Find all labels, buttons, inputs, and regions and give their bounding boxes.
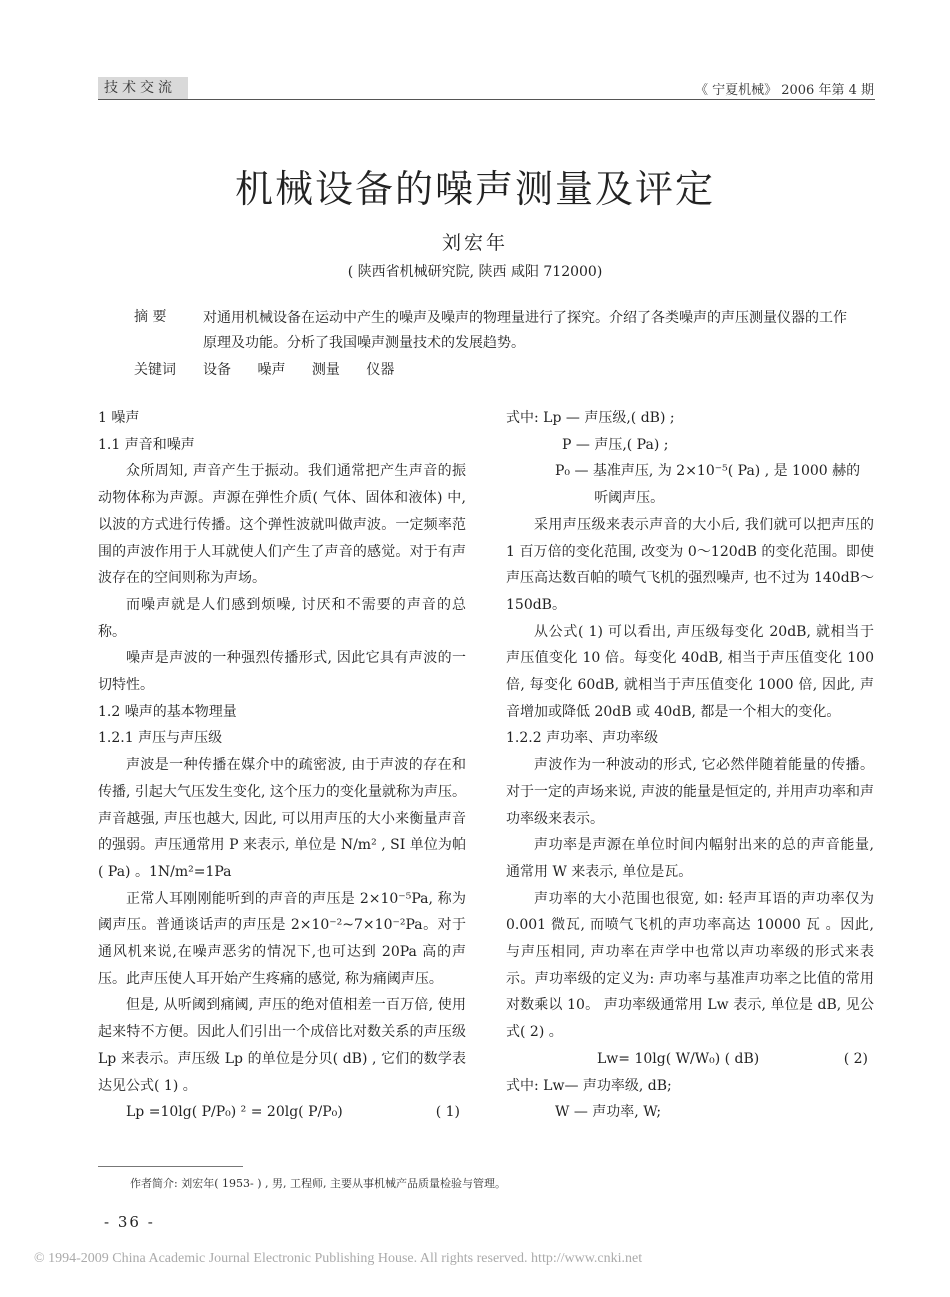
paragraph: 声功率的大小范围也很宽, 如: 轻声耳语的声功率仅为 0.001 微瓦, 而喷气飞机的声功率高达 10000 瓦 。因此, 与声压相同, 声功率在声学中也常以声功率级的形式来表示。声功率级的定义为: 声功率与基准声功率之比值的常用对数乘以 10。 声功率级通常用 Lw 表示, 单位是 dB, 见公式( 2) 。 bbox=[506, 890, 874, 1041]
left-column bbox=[98, 405, 466, 1126]
section-tag: 技术交流 bbox=[98, 77, 188, 99]
subsection-heading: 1.2 噪声的基本物理量 bbox=[98, 703, 237, 720]
keyword: 设备 bbox=[203, 362, 231, 378]
paragraph: 声功率是声源在单位时间内幅射出来的总的声音能量, 通常用 W 来表示, 单位是瓦。 bbox=[506, 837, 874, 880]
equation-2-number: ( 2) bbox=[843, 1050, 868, 1067]
affiliation: ( 陕西省机械研究院, 陕西 咸阳 712000) bbox=[347, 264, 603, 280]
journal-issue: 《 宁夏机械》 2006 年第 4 期 bbox=[694, 83, 874, 98]
where-line: 式中: Lp — 声压级,( dB) ; bbox=[506, 410, 675, 426]
where-line: P — 声压,( Pa) ; bbox=[562, 436, 669, 453]
author: 刘宏年 bbox=[441, 232, 508, 254]
where-line: P₀ — 基准声压, 为 2×10⁻⁵( Pa) , 是 1000 赫的 bbox=[555, 463, 861, 480]
where-line: 听阈声压。 bbox=[594, 490, 665, 507]
where-line: W — 声功率, W; bbox=[555, 1104, 662, 1121]
subsubsection-heading: 1.2.1 声压与声压级 bbox=[98, 730, 223, 747]
footnote-divider bbox=[98, 1166, 243, 1167]
where-line: 式中: Lw— 声功率级, dB; bbox=[506, 1077, 672, 1094]
section-heading: 1 噪声 bbox=[98, 410, 140, 426]
subsubsection-heading: 1.2.2 声功率、声功率级 bbox=[506, 730, 659, 747]
paper-title: 机械设备的噪声测量及评定 bbox=[234, 167, 715, 211]
paragraph: 但是, 从听阈到痛阈, 声压的绝对值相差一百万倍, 使用起来特不方便。因此人们引出一个成倍比对数关系的声压级 Lp 来表示。声压级 Lp 的单位是分贝( dB) , 它们的数学表达见公式( 1) 。 bbox=[98, 997, 466, 1094]
paragraph: 而噪声就是人们感到烦噪, 讨厌和不需要的声音的总称。 bbox=[98, 596, 466, 640]
equation-2-body: Lw= 10lg( W/W₀) ( dB) bbox=[597, 1050, 760, 1067]
equation-1-body: Lp =10lg( P/P₀) ² = 20lg( P/P₀) bbox=[126, 1104, 343, 1121]
keyword: 测量 bbox=[311, 362, 340, 378]
paragraph: 噪声是声波的一种强烈传播形式, 因此它具有声波的一切特性。 bbox=[98, 650, 466, 694]
header-divider bbox=[98, 99, 875, 100]
equation-1 bbox=[98, 1099, 466, 1126]
paragraph: 从公式( 1) 可以看出, 声压级每变化 20dB, 就相当于声压值变化 10 倍。每变化 40dB, 相当于声压值变化 100 倍, 每变化 60dB, 就相当于声压值变化 1000 倍, 因此, 声音增加或降低 20dB 或 40dB, 都是一个相大的变化。 bbox=[506, 623, 874, 720]
author-footnote: 作者简介: 刘宏年( 1953- ) , 男, 工程师, 主要从事机械产品质量检验与管理。 bbox=[130, 1177, 506, 1190]
paragraph: 众所周知, 声音产生于振动。我们通常把产生声音的振动物体称为声源。声源在弹性介质( 气体、固体和液体) 中, 以波的方式进行传播。这个弹性波就叫做声波。一定频率范围的声波作用于人耳就使人们产生了声音的感觉。对于有声波存在的空间则称为声场。 bbox=[98, 463, 466, 587]
abstract-text: 对通用机械设备在运动中产生的噪声及噪声的物理量进行了探究。介绍了各类噪声的声压测量仪器的工作原理及功能。分析了我国噪声测量技术的发展趋势。 bbox=[203, 310, 847, 351]
keywords-label: 关键词 bbox=[134, 362, 176, 378]
abstract-label: 摘 要 bbox=[134, 309, 167, 325]
keywords-list bbox=[203, 359, 416, 379]
page-number: - 36 - bbox=[104, 1213, 155, 1231]
keyword: 噪声 bbox=[257, 362, 286, 378]
equation-2 bbox=[506, 1046, 874, 1073]
equation-1-number: ( 1) bbox=[435, 1104, 460, 1121]
paragraph: 正常人耳刚刚能听到的声音的声压是 2×10⁻⁵Pa, 称为阈声压。普通谈话声的声压是 2×10⁻²~7×10⁻²Pa。对于通风机来说,在噪声恶劣的情况下,也可达到 20Pa 高的声压。此声压使人耳开始产生疼痛的感觉, 称为痛阈声压。 bbox=[98, 890, 466, 987]
subsection-heading: 1.1 声音和噪声 bbox=[98, 436, 195, 453]
copyright-watermark: © 1994-2009 China Academic Journal Electronic Publishing House. All rights reserved. http://www.cnki.net bbox=[34, 1251, 643, 1266]
paragraph: 声波作为一种波动的形式, 它必然伴随着能量的传播。对于一定的声场来说, 声波的能量是恒定的, 并用声功率和声功率级来表示。 bbox=[506, 757, 874, 827]
right-column bbox=[506, 405, 874, 1126]
keyword: 仪器 bbox=[366, 362, 395, 378]
paragraph: 采用声压级来表示声音的大小后, 我们就可以把声压的 1 百万倍的变化范围, 改变为 0～120dB 的变化范围。即使声压高达数百帕的喷气飞机的强烈噪声, 也不过为 140dB～150dB。 bbox=[506, 516, 874, 613]
paragraph: 声波是一种传播在媒介中的疏密波, 由于声波的存在和传播, 引起大气压发生变化, 这个压力的变化量就称为声压。声音越强, 声压也越大, 因此, 可以用声压的大小来衡量声音的强弱。声压通常用 P 来表示, 单位是 N/m² , SI 单位为帕( Pa) 。1N/m²=1Pa bbox=[98, 757, 466, 880]
